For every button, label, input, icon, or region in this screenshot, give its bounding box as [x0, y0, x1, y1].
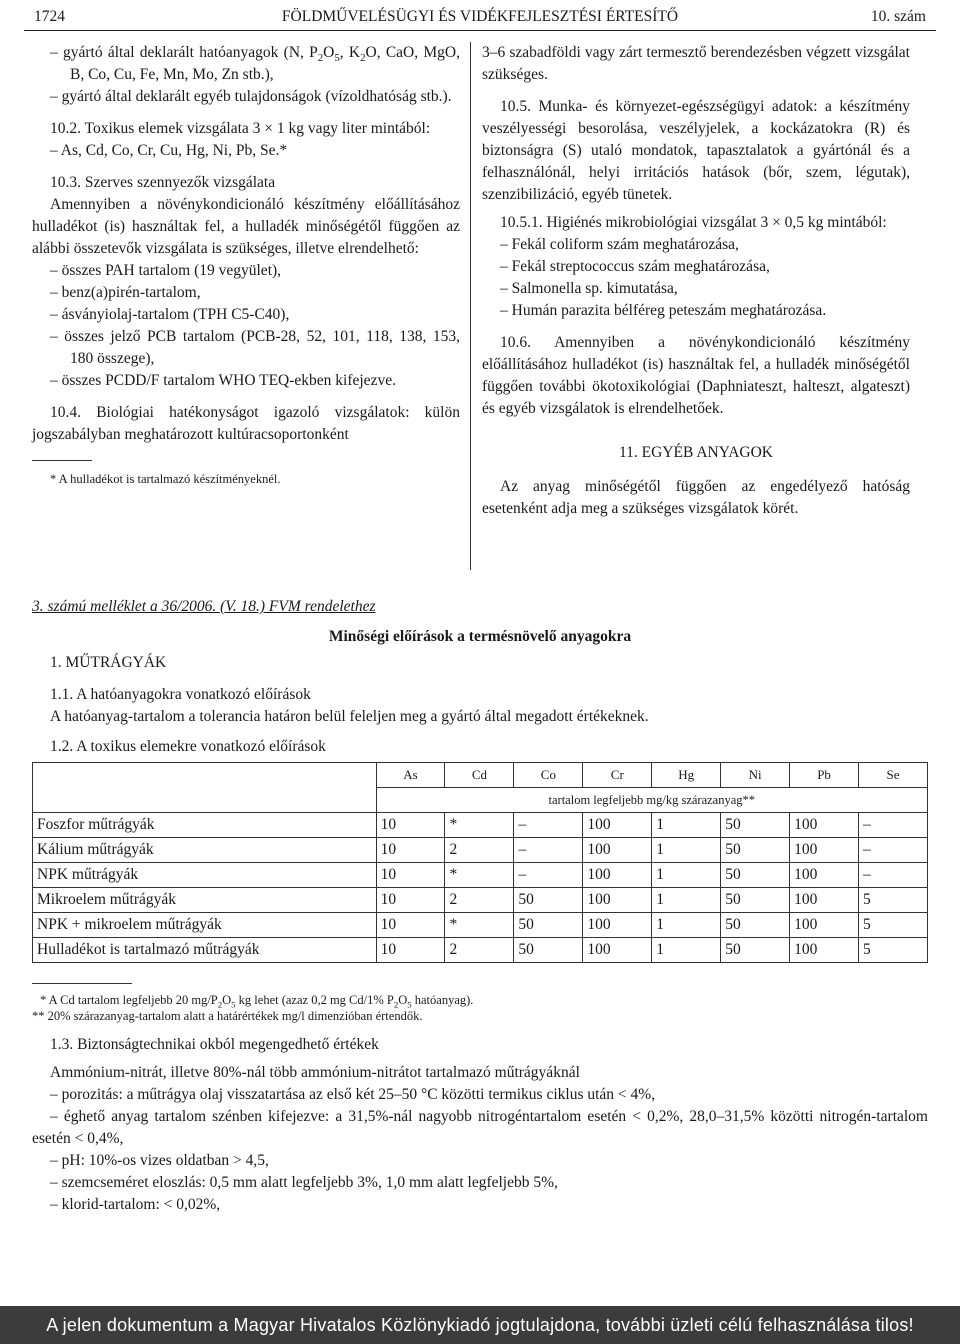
section-11-text: Az anyag minőségétől függően az engedélyező hatóság esetenként adja meg a szükséges vizsgálatok körét. [482, 478, 910, 517]
cell: 100 [583, 813, 652, 838]
table-row [33, 888, 928, 913]
column-header: Co [514, 763, 583, 788]
cell: 100 [583, 888, 652, 913]
section-10-4: 10.4. Biológiai hatékonyságot igazoló vizsgálatok: külön jogszabályban meghatározott kultúracsoportonként [32, 404, 460, 443]
column-header: As [376, 763, 445, 788]
section-11-title: 11. EGYÉB ANYAGOK [619, 444, 773, 461]
cell: – [859, 838, 928, 863]
annex-section [32, 596, 928, 1216]
table-row [33, 838, 928, 863]
heading-1-2: 1.2. A toxikus elemekre vonatkozó előírások [50, 738, 326, 755]
cell: 2 [445, 838, 514, 863]
row-name: Hulladékot is tartalmazó műtrágyák [33, 938, 377, 963]
cell: 1 [652, 863, 721, 888]
unit-label: tartalom legfeljebb mg/kg szárazanyag** [376, 788, 927, 813]
column-header: Cd [445, 763, 514, 788]
cell: * [445, 863, 514, 888]
cell: – [514, 838, 583, 863]
row-name: Mikroelem műtrágyák [33, 888, 377, 913]
cell: 2 [445, 938, 514, 963]
section-10-2: 10.2. Toxikus elemek vizsgálata 3 × 1 kg vagy liter mintából: [50, 120, 431, 137]
row-name: Kálium műtrágyák [33, 838, 377, 863]
table-footnote-rule [32, 983, 132, 984]
list-item: – ásványiolaj-tartalom (TPH C5-C40), [50, 306, 290, 323]
paragraph-1-1: A hatóanyag-tartalom a tolerancia határon belül feleljen meg a gyártó által megadott értékeknek. [50, 708, 649, 725]
cell: 100 [790, 913, 859, 938]
cell: * [445, 913, 514, 938]
column-header: Ni [721, 763, 790, 788]
table-footnote-1: * A Cd tartalom legfeljebb 20 $mg/P_2O_5$ kg lehet (azaz 0,2 mg Cd/1% $P_2O_5$ hatóanyag). [40, 993, 474, 1010]
cell: 10 [376, 888, 445, 913]
list-item: – Humán parazita bélféreg peteszám meghatározása. [500, 302, 827, 319]
issue-number: 10. szám [870, 8, 926, 25]
list-item: – összes PAH tartalom (19 vegyület), [50, 262, 282, 279]
table-row [33, 813, 928, 838]
section-10-5: 10.5. Munka- és környezet-egészségügyi adatok: a készítmény veszélyességi besorolása, veszélyjelek, a kockázatokra (R) és biztonságra (S) utaló mondatok, tapasztalatok a gyártónál és a felhasználónál, helyi irritációs hatások (bőr, szem, légutak), szenzibilizáció, egyéb tünetek. [482, 98, 910, 203]
cell: 5 [859, 938, 928, 963]
row-name: NPK műtrágyák [33, 863, 377, 888]
column-divider [470, 42, 471, 570]
cell: 100 [790, 838, 859, 863]
list-item: – klorid-tartalom: < 0,02%, [50, 1196, 221, 1213]
cell: 100 [583, 838, 652, 863]
cell: 50 [514, 938, 583, 963]
cell: 10 [376, 838, 445, 863]
footnote: * A hulladékot is tartalmazó készítményeknél. [50, 472, 281, 486]
section-10-6: 10.6. Amennyiben a növénykondicionáló készítmény előállításához hulladékot (is) használtak fel, a hulladék minőségétől függően további ökotoxikológiai (Daphniateszt, halteszt, algateszt) és egyéb vizsgálatok is elrendelhetőek. [482, 334, 910, 417]
running-header [24, 6, 936, 30]
heading-1-1: 1.1. A hatóanyagokra vonatkozó előírások [50, 686, 311, 703]
list-item: – Fekál streptococcus szám meghatározása, [500, 258, 770, 275]
header-rule [24, 30, 936, 31]
cell: – [514, 863, 583, 888]
cell: 50 [721, 888, 790, 913]
annex-reference: 3. számú melléklet a 36/2006. (V. 18.) FVM rendelethez [32, 598, 376, 615]
declared-properties: – gyártó által deklarált egyéb tulajdonságok (vízoldhatóság stb.). [50, 88, 452, 105]
cell: 10 [376, 938, 445, 963]
list-item: – benz(a)pirén-tartalom, [50, 284, 201, 301]
cell: 1 [652, 913, 721, 938]
table-corner [33, 763, 377, 813]
table-row [33, 913, 928, 938]
cell: 50 [721, 863, 790, 888]
cell: 1 [652, 938, 721, 963]
cell: 5 [859, 913, 928, 938]
cell: 50 [721, 913, 790, 938]
section-10-3-text: Amennyiben a növénykondicionáló készítmény előállításához hulladékot (is) használtak fel, a hulladék minőségétől függően az alábbi összetevők vizsgálata is szükséges, illetve elrendelhető: [32, 196, 460, 257]
paragraph-1-3: Ammónium-nitrát, illetve 80%-nál több ammónium-nitrátot tartalmazó műtrágyáknál [50, 1064, 580, 1081]
cell: 100 [790, 863, 859, 888]
table-header-row [33, 763, 928, 788]
cell: 50 [721, 838, 790, 863]
heading-1: 1. MŰTRÁGYÁK [50, 654, 167, 671]
cell: 10 [376, 913, 445, 938]
footnote-rule [32, 460, 92, 461]
column-header: Cr [583, 763, 652, 788]
row-name: Foszfor műtrágyák [33, 813, 377, 838]
cell: * [445, 813, 514, 838]
cell: 5 [859, 888, 928, 913]
right-column [482, 42, 910, 520]
cell: 1 [652, 813, 721, 838]
cell: 100 [790, 938, 859, 963]
cell: 2 [445, 888, 514, 913]
cell: 100 [583, 913, 652, 938]
cell: – [859, 813, 928, 838]
toxic-elements-list: – As, Cd, Co, Cr, Cu, Hg, Ni, Pb, Se.* [50, 142, 288, 159]
section-10-3-title: 10.3. Szerves szennyezők vizsgálata [50, 174, 276, 191]
annex-title: Minőségi előírások a termésnövelő anyagokra [328, 628, 632, 645]
list-item: – Fekál coliform szám meghatározása, [500, 236, 739, 253]
page-number: 1724 [34, 8, 65, 25]
column-header: Hg [652, 763, 721, 788]
table-row [33, 863, 928, 888]
cell: 1 [652, 888, 721, 913]
section-10-5-1: 10.5.1. Higiénés mikrobiológiai vizsgálat 3 × 0,5 kg mintából: [500, 214, 887, 231]
cell: 50 [514, 888, 583, 913]
list-item: – porozitás: a műtrágya olaj visszatartása az első két 25–50 °C közötti termikus ciklus után < 4%, [50, 1086, 656, 1103]
list-item: – Salmonella sp. kimutatása, [500, 280, 678, 297]
column-header: Pb [790, 763, 859, 788]
cell: – [859, 863, 928, 888]
heading-1-3: 1.3. Biztonságtechnikai okból megengedhető értékek [50, 1036, 379, 1053]
column-header: Se [859, 763, 928, 788]
toxic-elements-table [32, 762, 928, 963]
table-row [33, 938, 928, 963]
cell: 100 [583, 938, 652, 963]
journal-title: FÖLDMŰVELÉSÜGYI ÉS VIDÉKFEJLESZTÉSI ÉRTESÍTŐ [281, 8, 679, 25]
cell: 1 [652, 838, 721, 863]
declared-active-ingredients: – gyártó által deklarált hatóanyagok (N, $P_2O_5$, $K_2O$, CaO, MgO, B, Co, Cu, Fe, Mn, Mo, Zn stb.), [50, 44, 460, 83]
list-item: – szemcseméret eloszlás: 0,5 mm alatt legfeljebb 3%, 1,0 mm alatt legfeljebb 5%, [50, 1174, 558, 1191]
continued-text: 3–6 szabadföldi vagy zárt termesztő berendezésben végzett vizsgálat szükséges. [482, 44, 910, 83]
left-column [32, 42, 460, 487]
row-name: NPK + mikroelem műtrágyák [33, 913, 377, 938]
list-item: – összes jelző PCB tartalom (PCB-28, 52, 101, 118, 138, 153, 180 összege), [50, 328, 460, 367]
cell: 100 [790, 813, 859, 838]
cell: 100 [583, 863, 652, 888]
cell: 50 [514, 913, 583, 938]
list-item: – éghető anyag tartalom szénben kifejezve: a 31,5%-nál nagyobb nitrogéntartalom esetén < 0,2%, 28,0–31,5% közötti nitrogén-tartalom esetén < 0,4%, [32, 1108, 928, 1147]
cell: 50 [721, 813, 790, 838]
cell: 10 [376, 863, 445, 888]
copyright-footer: A jelen dokumentum a Magyar Hivatalos Közlönykiadó jogtulajdona, további üzleti célú felhasználása tilos! [0, 1306, 960, 1344]
list-item: – összes PCDD/F tartalom WHO TEQ-ekben kifejezve. [50, 372, 396, 389]
cell: 50 [721, 938, 790, 963]
cell: – [514, 813, 583, 838]
list-item: – pH: 10%-os vizes oldatban > 4,5, [50, 1152, 269, 1169]
cell: 100 [790, 888, 859, 913]
cell: 10 [376, 813, 445, 838]
table-footnote-2: ** 20% szárazanyag-tartalom alatt a határértékek mg/l dimenzióban értendők. [32, 1009, 423, 1023]
